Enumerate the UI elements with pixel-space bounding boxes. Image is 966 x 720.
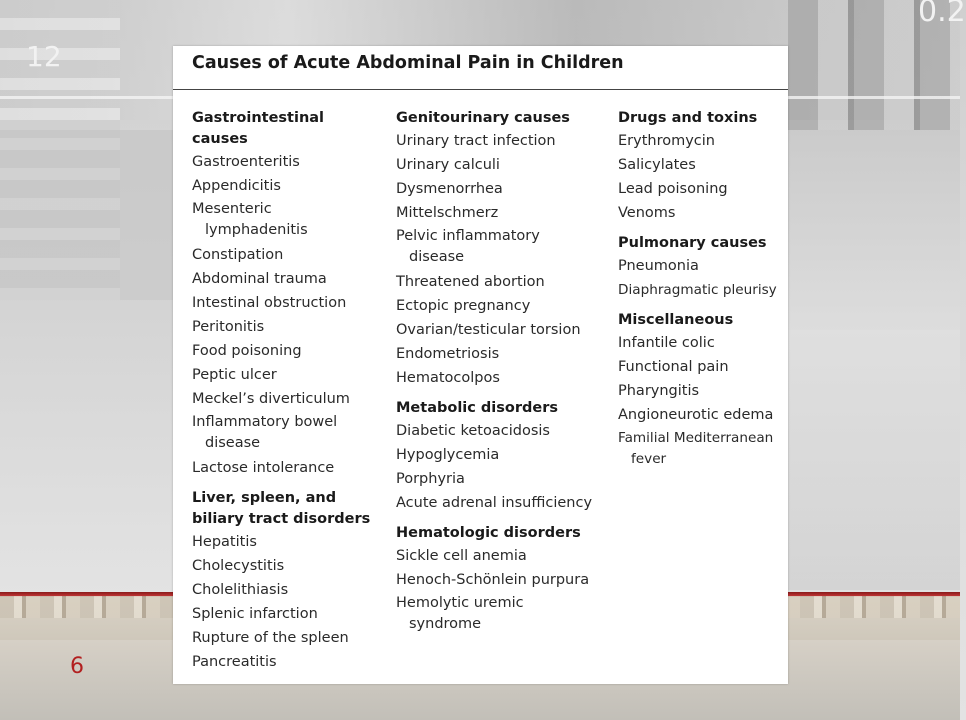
section-pulmonary xyxy=(618,233,786,302)
list-item: Venoms xyxy=(618,205,676,221)
section-heading: Hematologic disorders xyxy=(396,525,581,541)
background-number: 12 xyxy=(26,40,62,73)
list-item: Pharyngitis xyxy=(618,383,700,399)
list-item: Cholelithiasis xyxy=(192,582,289,598)
list-item: Pelvic inflammatory disease xyxy=(396,228,540,265)
section-gastrointestinal xyxy=(192,108,392,480)
section-heading: Metabolic disorders xyxy=(396,400,558,416)
table-title: Causes of Acute Abdominal Pain in Children xyxy=(192,53,624,73)
section-metabolic xyxy=(396,398,596,515)
list-item: Porphyria xyxy=(396,471,465,487)
list-item: Mittelschmerz xyxy=(396,205,499,221)
list-item: Abdominal trauma xyxy=(192,271,327,287)
list-item: Pneumonia xyxy=(618,258,699,274)
section-drugs-toxins xyxy=(618,108,786,225)
list-item: Diaphragmatic pleurisy xyxy=(618,282,777,298)
list-item: Hemolytic uremic syndrome xyxy=(396,595,524,632)
list-item: Gastroenteritis xyxy=(192,154,300,170)
list-item: Ovarian/testicular torsion xyxy=(396,322,581,338)
section-heading: Liver, spleen, and biliary tract disorders xyxy=(192,490,371,527)
list-item: Constipation xyxy=(192,247,284,263)
background-number: 0.2 xyxy=(918,0,966,29)
list-item: Urinary calculi xyxy=(396,157,500,173)
list-item: Hepatitis xyxy=(192,534,257,550)
list-item: Cholecystitis xyxy=(192,558,285,574)
section-genitourinary xyxy=(396,108,596,390)
list-item: Threatened abortion xyxy=(396,274,545,290)
list-item: Peritonitis xyxy=(192,319,265,335)
section-miscellaneous xyxy=(618,310,786,470)
column-2 xyxy=(396,108,596,637)
list-item: Infantile colic xyxy=(618,335,715,351)
list-item: Salicylates xyxy=(618,157,696,173)
section-heading: Miscellaneous xyxy=(618,312,734,328)
column-3 xyxy=(618,108,786,472)
section-heading: Drugs and toxins xyxy=(618,110,758,126)
section-heading: Gastrointestinal causes xyxy=(192,110,325,147)
list-item: Diabetic ketoacidosis xyxy=(396,423,550,439)
list-item: Henoch-Schönlein purpura xyxy=(396,572,590,588)
list-item: Lead poisoning xyxy=(618,181,728,197)
list-item: Splenic infarction xyxy=(192,606,318,622)
list-item: Inflammatory bowel disease xyxy=(192,414,338,451)
slide-number: 6 xyxy=(70,654,84,679)
title-divider xyxy=(173,89,788,90)
list-item: Appendicitis xyxy=(192,178,281,194)
list-item: Familial Mediterranean fever xyxy=(618,430,774,467)
list-item: Intestinal obstruction xyxy=(192,295,347,311)
list-item: Mesenteric lymphadenitis xyxy=(192,201,308,238)
list-item: Ectopic pregnancy xyxy=(396,298,531,314)
list-item: Meckel’s diverticulum xyxy=(192,391,350,407)
list-item: Acute adrenal insufficiency xyxy=(396,495,593,511)
section-hematologic xyxy=(396,523,596,635)
list-item: Rupture of the spleen xyxy=(192,630,349,646)
section-heading: Genitourinary causes xyxy=(396,110,570,126)
list-item: Hematocolpos xyxy=(396,370,500,386)
list-item: Pancreatitis xyxy=(192,654,277,670)
column-1 xyxy=(192,108,392,674)
causes-table xyxy=(173,46,788,684)
list-item: Functional pain xyxy=(618,359,729,375)
list-item: Hypoglycemia xyxy=(396,447,500,463)
list-item: Endometriosis xyxy=(396,346,500,362)
list-item: Sickle cell anemia xyxy=(396,548,527,564)
list-item: Erythromycin xyxy=(618,133,715,149)
list-item: Food poisoning xyxy=(192,343,302,359)
list-item: Urinary tract infection xyxy=(396,133,556,149)
list-item: Lactose intolerance xyxy=(192,460,335,476)
section-heading: Pulmonary causes xyxy=(618,235,767,251)
list-item: Angioneurotic edema xyxy=(618,407,774,423)
list-item: Peptic ulcer xyxy=(192,367,277,383)
list-item: Dysmenorrhea xyxy=(396,181,503,197)
section-liver-spleen-biliary xyxy=(192,488,392,674)
